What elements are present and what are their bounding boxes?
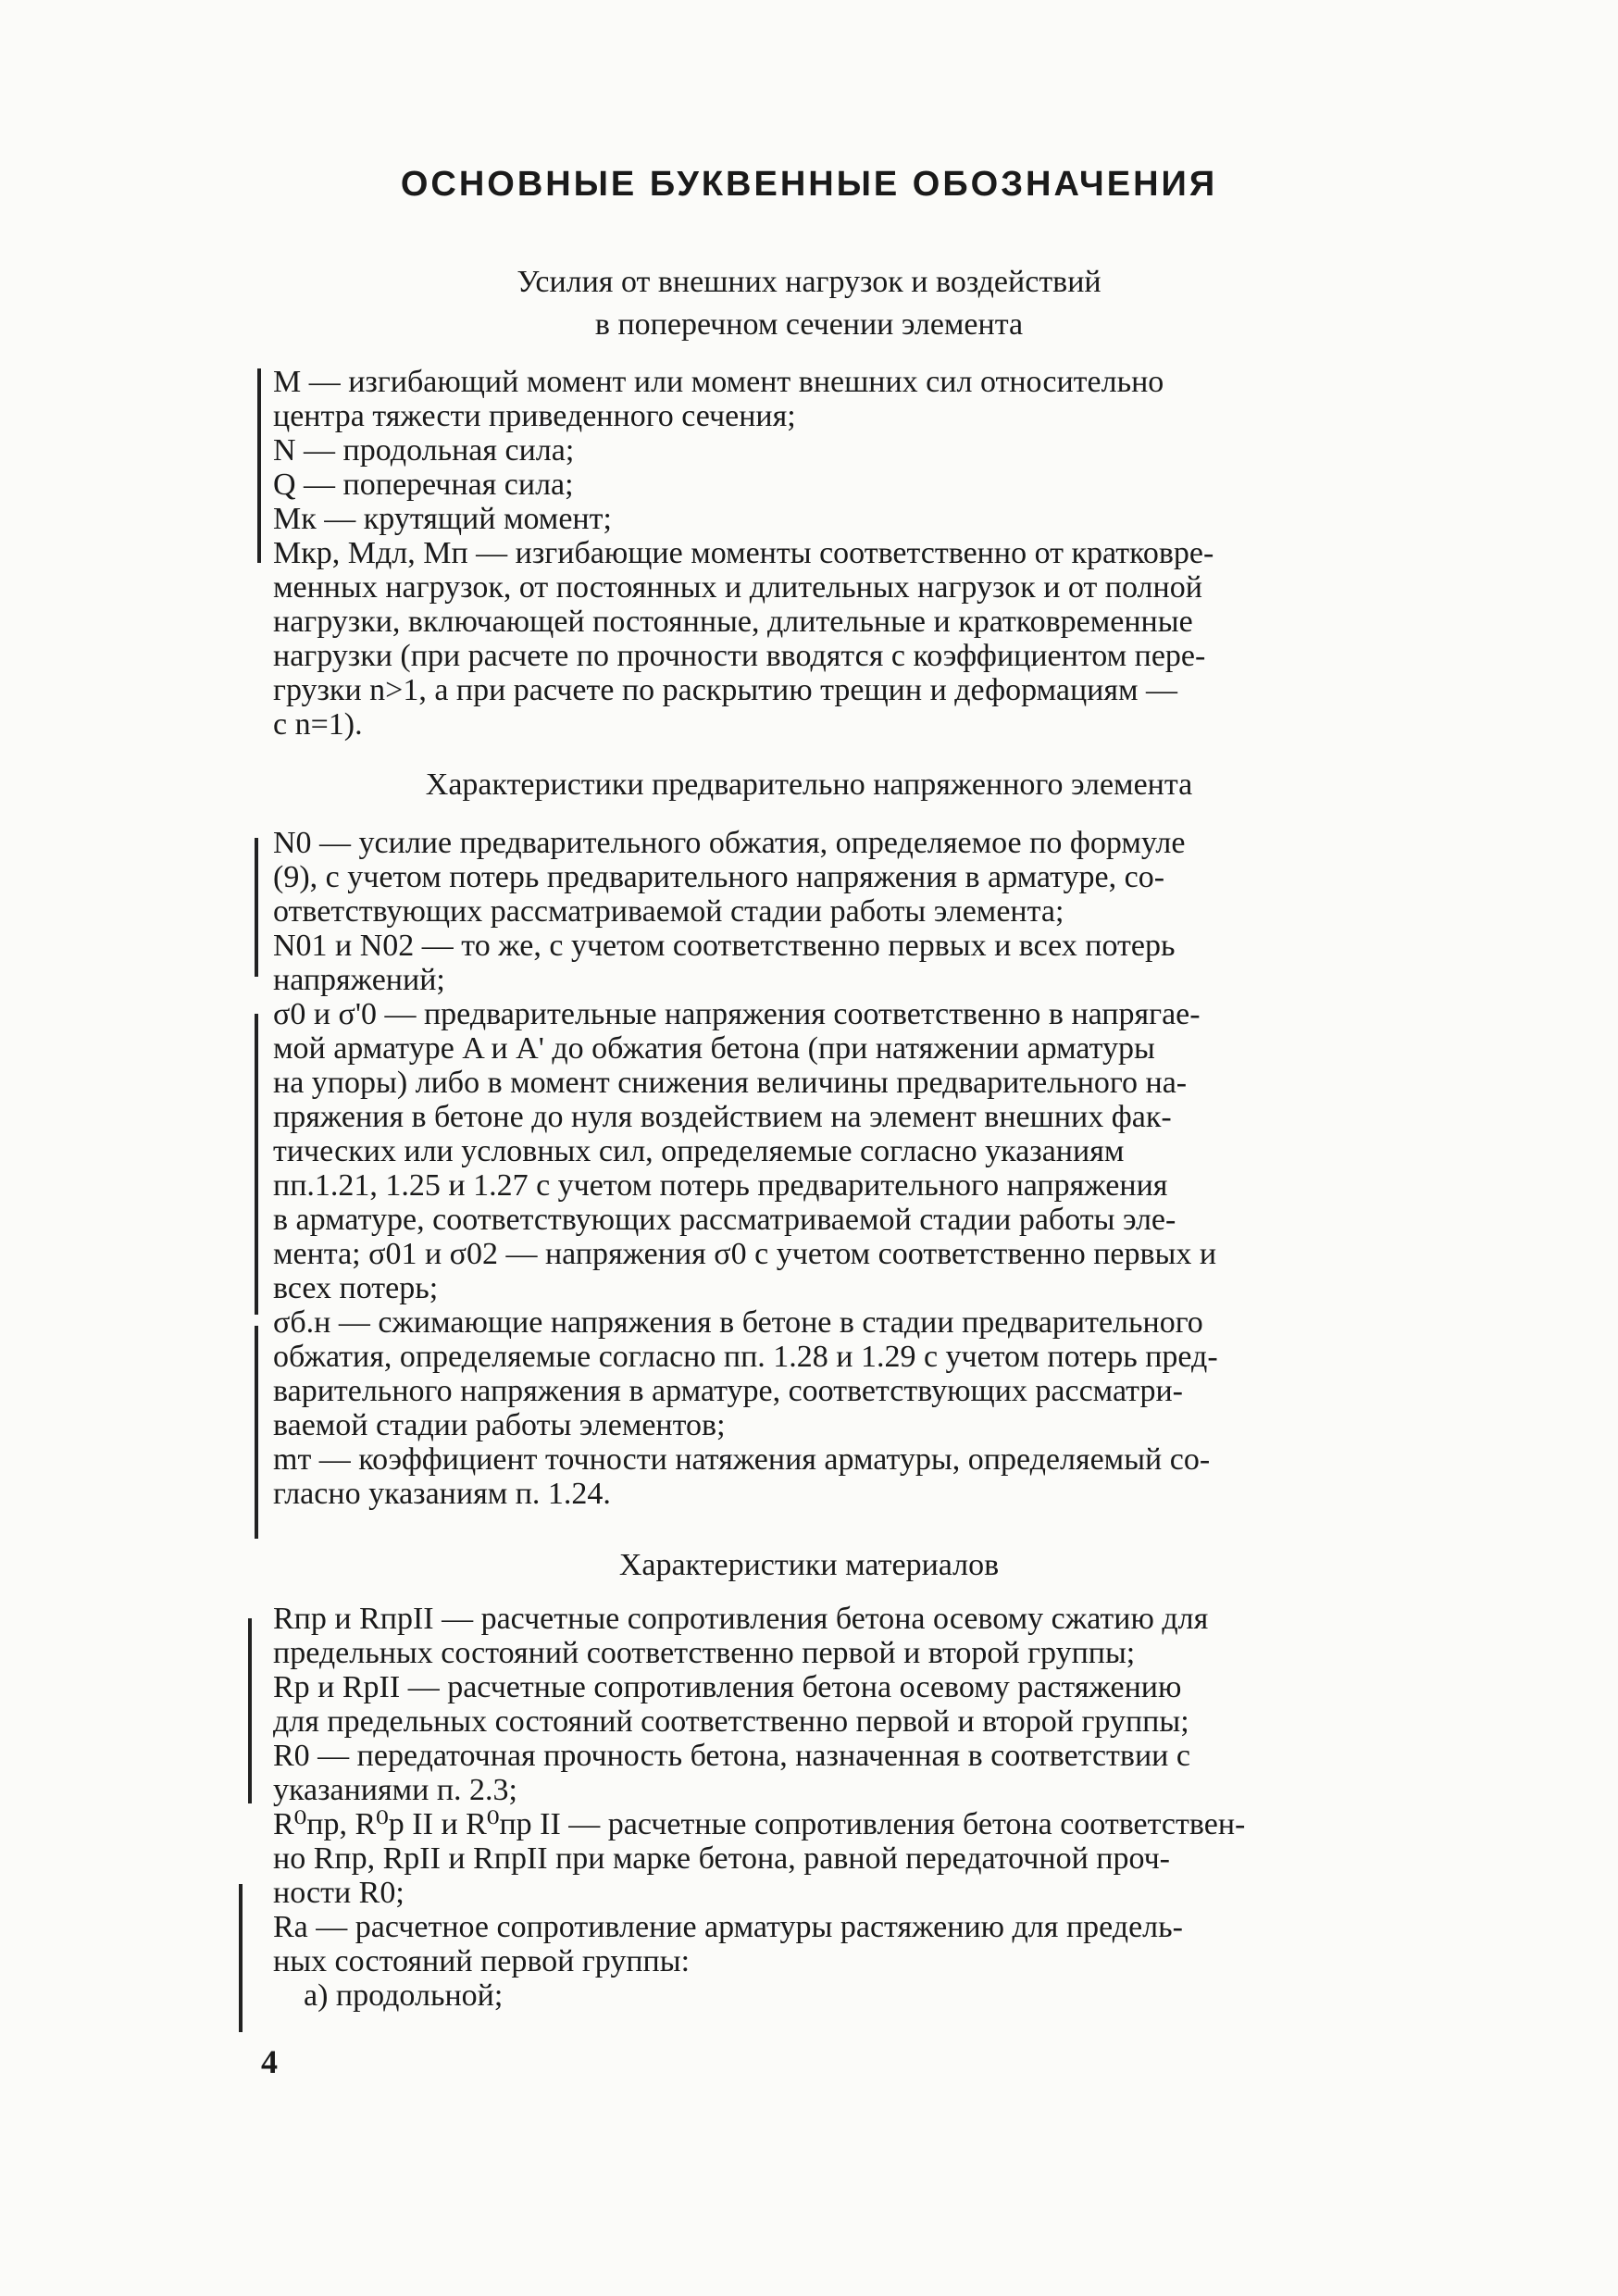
text-line: а) продольной; (304, 1978, 504, 2013)
text-line: нагрузки, включающей постоянные, длительные и кратковременные (273, 605, 1193, 639)
text-line: N0 — усилие предварительного обжатия, определяемое по формуле (273, 826, 1186, 860)
page-title: ОСНОВНЫЕ БУКВЕННЫЕ ОБОЗНАЧЕНИЯ (400, 165, 1218, 204)
text-line: обжатия, определяемые согласно пп. 1.28 и 1.29 с учетом потерь пред- (273, 1340, 1218, 1374)
text-line: пп.1.21, 1.25 и 1.27 с учетом потерь предварительного напряжения (273, 1168, 1168, 1203)
heading-line: Характеристики материалов (618, 1548, 1000, 1582)
text-line: тических или условных сил, определяемые согласно указаниям (273, 1134, 1125, 1168)
text-line: мента; σ01 и σ02 — напряжения σ0 с учетом соответственно первых и (273, 1237, 1217, 1271)
text-line: ных состояний первой группы: (273, 1944, 691, 1978)
text-line: центра тяжести приведенного сечения; (273, 399, 796, 433)
text-line: (9), с учетом потерь предварительного напряжения в арматуре, со- (273, 860, 1165, 894)
margin-rule (255, 838, 258, 977)
margin-rule (248, 1618, 252, 1803)
text-line: менных нагрузок, от постоянных и длительных нагрузок и от полной (273, 570, 1202, 605)
text-line: Rа — расчетное сопротивление арматуры растяжению для предель- (273, 1910, 1183, 1944)
text-line: с n=1). (273, 707, 363, 742)
section-body-prestressed (273, 826, 1384, 1511)
text-line: указаниями п. 2.3; (273, 1773, 517, 1807)
text-line: R⁰пр, R⁰р II и R⁰пр II — расчетные сопротивления бетона соответствен- (273, 1807, 1246, 1841)
margin-rule (257, 368, 261, 563)
text-line: σб.н — сжимающие напряжения в бетоне в стадии предварительного (273, 1305, 1203, 1340)
text-line: предельных состояний соответственно первой и второй группы; (273, 1636, 1136, 1670)
text-line: но Rпр, RрII и RпрII при марке бетона, равной передаточной проч- (273, 1841, 1170, 1876)
page-number: 4 (261, 2043, 278, 2080)
text-line: пряжения в бетоне до нуля воздействием на элемент внешних фак- (273, 1100, 1172, 1134)
text-line: Rпр и RпрII — расчетные сопротивления бетона осевому сжатию для (273, 1602, 1209, 1636)
section-heading-forces (0, 261, 1618, 346)
text-line: ответствующих рассматриваемой стадии работы элемента; (273, 894, 1064, 929)
text-line: Q — поперечная сила; (273, 468, 574, 502)
text-line: нагрузки (при расчете по прочности вводятся с коэффициентом пере- (273, 639, 1206, 673)
text-line: N — продольная сила; (273, 433, 575, 468)
text-line: N01 и N02 — то же, с учетом соответственно первых и всех потерь (273, 929, 1176, 963)
margin-rule (255, 1326, 258, 1539)
margin-rule (239, 1884, 243, 2032)
text-line: напряжений; (273, 963, 445, 997)
section-body-forces (273, 365, 1384, 742)
text-line: ваемой стадии работы элементов; (273, 1408, 726, 1442)
margin-rule (255, 1014, 258, 1315)
text-line: ности R0; (273, 1876, 404, 1910)
text-line: мой арматуре A и A' до обжатия бетона (при натяжении арматуры (273, 1031, 1155, 1066)
text-line: грузки n>1, а при расчете по раскрытию трещин и деформациям — (273, 673, 1178, 707)
text-line: Mкр, Mдл, Mп — изгибающие моменты соответственно от кратковре- (273, 536, 1214, 570)
heading-line: Характеристики предварительно напряженного элемента (425, 767, 1193, 802)
text-line: варительного напряжения в арматуре, соответствующих рассматри- (273, 1374, 1183, 1408)
text-line: всех потерь; (273, 1271, 439, 1305)
section-body-materials (273, 1602, 1384, 2013)
section-heading-prestressed (0, 764, 1618, 806)
text-line: σ0 и σ'0 — предварительные напряжения соответственно в напрягае- (273, 997, 1201, 1031)
text-line: гласно указаниям п. 1.24. (273, 1477, 611, 1511)
heading-line: Усилия от внешних нагрузок и воздействий (517, 265, 1101, 299)
heading-line: в поперечном сечении элемента (594, 307, 1024, 342)
text-line: R0 — передаточная прочность бетона, назначенная в соответствии с (273, 1739, 1190, 1773)
text-line: M — изгибающий момент или момент внешних сил относительно (273, 365, 1164, 399)
text-line: для предельных состояний соответственно первой и второй группы; (273, 1704, 1189, 1739)
text-line: на упоры) либо в момент снижения величины предварительного на- (273, 1066, 1188, 1100)
text-line: Mк — крутящий момент; (273, 502, 612, 536)
text-line: Rр и RрII — расчетные сопротивления бетона осевому растяжению (273, 1670, 1182, 1704)
text-line: в арматуре, соответствующих рассматриваемой стадии работы эле- (273, 1203, 1176, 1237)
text-line: mт — коэффициент точности натяжения арматуры, определяемый со- (273, 1442, 1211, 1477)
section-heading-materials (0, 1544, 1618, 1587)
